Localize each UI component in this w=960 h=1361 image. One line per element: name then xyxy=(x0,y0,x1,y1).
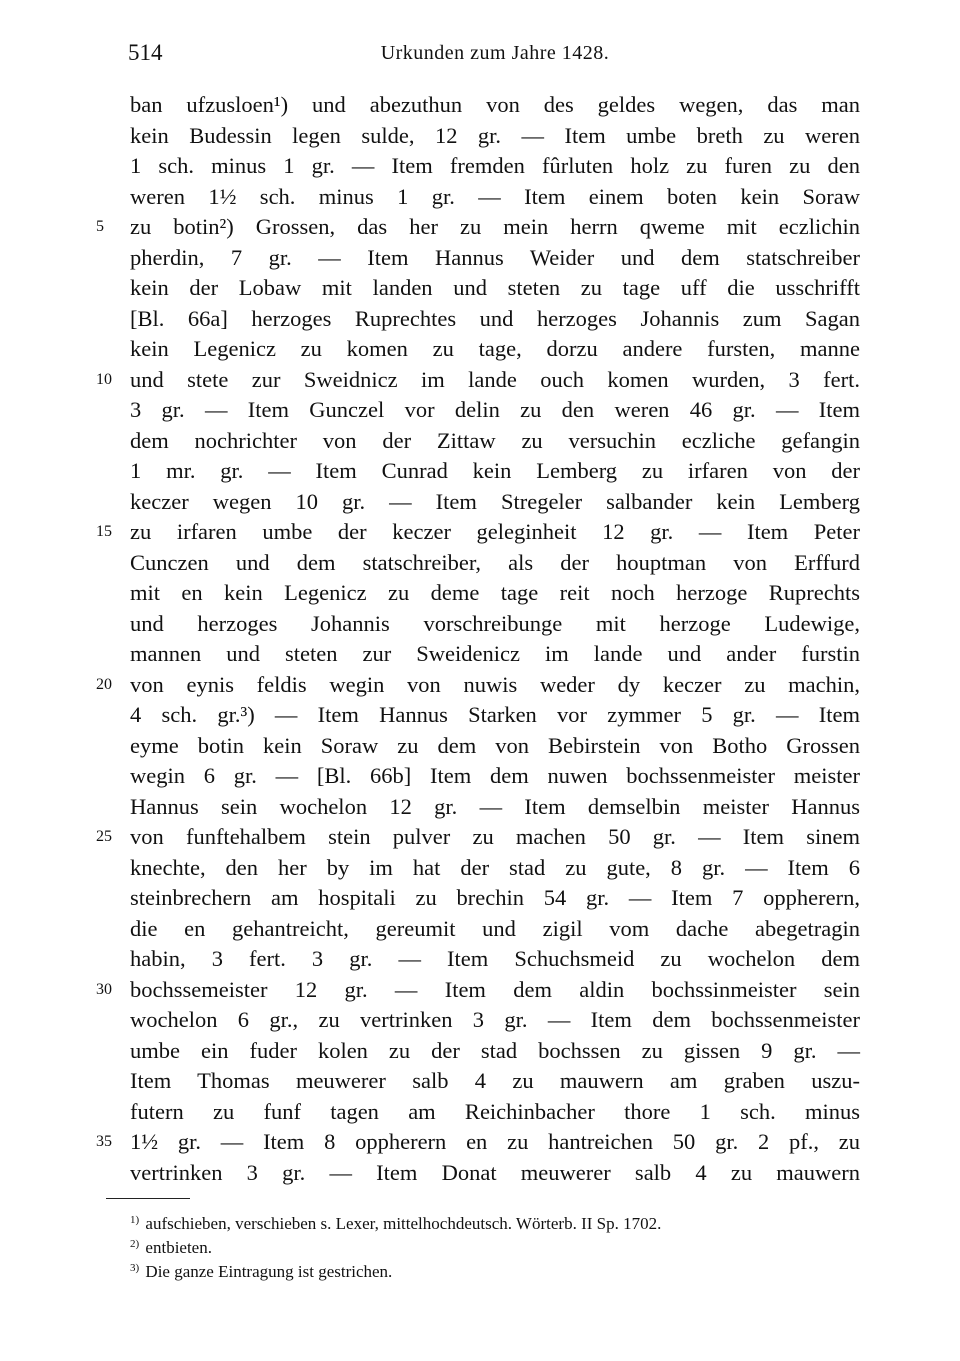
text-line xyxy=(130,914,860,945)
line-text: pherdin, 7 gr. — Item Hannus Weider und dem statschreiber xyxy=(130,244,860,270)
line-text: Hannus sein wochelon 12 gr. — Item demselbin meister Hannus xyxy=(130,793,860,819)
text-line xyxy=(96,517,860,548)
text-line xyxy=(130,1066,860,1097)
text-line xyxy=(130,304,860,335)
text-line xyxy=(130,456,860,487)
footnote xyxy=(130,1232,860,1256)
line-text: mannen und steten zur Sweidenicz im lande und ander furstin xyxy=(130,641,860,666)
line-text: wegin 6 gr. — [Bl. 66b] Item dem nuwen bochssenmeister meister xyxy=(130,763,860,788)
text-line xyxy=(130,548,860,579)
text-line xyxy=(130,883,860,914)
line-text: Item Thomas meuwerer salb 4 zu mauwern am graben uszu- xyxy=(130,1068,860,1093)
footnote-text: entbieten. xyxy=(145,1238,212,1257)
text-line xyxy=(130,853,860,884)
footnote xyxy=(130,1208,860,1232)
line-number: 10 xyxy=(96,370,112,388)
text-line xyxy=(96,670,860,701)
text-line xyxy=(96,365,860,396)
footnote-marker: 2) xyxy=(130,1238,140,1250)
footnote-marker: 1) xyxy=(130,1214,140,1226)
line-text: von funftehalbem stein pulver zu machen 50 gr. — Item sinem xyxy=(130,824,860,849)
page-number: 514 xyxy=(128,40,163,65)
line-text: bochssemeister 12 gr. — Item dem aldin bochssinmeister sein xyxy=(130,976,860,1002)
text-line xyxy=(130,1097,860,1128)
line-text: kein Legenicz zu komen zu tage, dorzu andere fursten, manne xyxy=(130,336,860,361)
footnote-text: aufschieben, verschieben s. Lexer, mittelhochdeutsch. Wörterb. II Sp. 1702. xyxy=(145,1214,662,1233)
footnote-text: Die ganze Eintragung ist gestrichen. xyxy=(145,1262,393,1281)
footnote-divider xyxy=(106,1198,190,1199)
line-text: steinbrechern am hospitali zu brechin 54 gr. — Item 7 oppherern, xyxy=(130,885,860,910)
line-number: 5 xyxy=(96,218,104,235)
text-line xyxy=(130,243,860,274)
line-text: 3 gr. — Item Gunczel vor delin zu den weren 46 gr. — Item xyxy=(130,397,860,422)
line-number: 15 xyxy=(96,523,112,540)
line-text: futern zu funf tagen am Reichinbacher thore 1 sch. minus xyxy=(130,1098,860,1124)
line-text: und herzoges Johannis vorschreibunge mit herzoge Ludewige, xyxy=(130,610,860,636)
line-text: 4 sch. gr.³) — Item Hannus Starken vor zymmer 5 gr. — Item xyxy=(130,702,860,727)
text-line xyxy=(130,1036,860,1067)
line-text: eyme botin kein Soraw zu dem von Bebirstein von Botho Grossen xyxy=(130,732,860,758)
line-text: mit en kein Legenicz zu deme tage reit noch herzoge Ruprechts xyxy=(130,580,860,605)
text-line xyxy=(130,1158,860,1189)
line-text: habin, 3 fert. 3 gr. — Item Schuchsmeid zu wochelon dem xyxy=(130,946,860,971)
line-text: umbe ein fuder kolen zu der stad bochssen zu gissen 9 gr. — xyxy=(130,1037,860,1063)
text-line xyxy=(130,273,860,304)
text-line xyxy=(96,975,860,1006)
text-line xyxy=(130,700,860,731)
text-line xyxy=(130,944,860,975)
text-line xyxy=(96,212,860,243)
line-text: wochelon 6 gr., zu vertrinken 3 gr. — Item dem bochssenmeister xyxy=(130,1007,860,1032)
text-line xyxy=(130,121,860,152)
running-title: Urkunden zum Jahre 1428. xyxy=(380,42,610,64)
line-text: [Bl. 66a] herzoges Ruprechtes und herzoges Johannis zum Sagan xyxy=(130,305,860,331)
line-text: dem nochrichter von der Zittaw zu versuchin eczliche gefangin xyxy=(130,427,860,453)
line-number: 20 xyxy=(96,675,112,693)
text-line xyxy=(130,1005,860,1036)
line-text: keczer wegen 10 gr. — Item Stregeler salbander kein Lemberg xyxy=(130,488,860,514)
line-text: zu irfaren umbe der keczer geleginheit 12 gr. — Item Peter xyxy=(130,519,860,544)
text-line xyxy=(130,151,860,182)
text-line xyxy=(96,822,860,853)
text-line xyxy=(130,731,860,762)
line-text: 1½ gr. — Item 8 oppherern en zu hantreichen 50 gr. 2 pf., zu xyxy=(130,1129,860,1154)
line-text: knechte, den her by im hat der stad zu gute, 8 gr. — Item 6 xyxy=(130,854,860,880)
text-line xyxy=(130,90,860,121)
line-text: weren 1½ sch. minus 1 gr. — Item einem boten kein Soraw xyxy=(130,183,860,209)
text-line xyxy=(130,609,860,640)
line-text: 1 mr. gr. — Item Cunrad kein Lemberg zu irfaren von der xyxy=(130,458,860,483)
text-line xyxy=(96,1127,860,1158)
text-line xyxy=(130,182,860,213)
line-text: kein der Lobaw mit landen und steten zu tage uff die usschrifft xyxy=(130,275,860,300)
text-line xyxy=(130,639,860,670)
line-text: kein Budessin legen sulde, 12 gr. — Item umbe breth zu weren xyxy=(130,122,860,148)
line-number: 25 xyxy=(96,828,112,845)
line-text: von eynis feldis wegin von nuwis weder dy keczer zu machin, xyxy=(130,671,860,697)
text-line xyxy=(130,487,860,518)
line-text: ban ufzusloen¹) und abezuthun von des geldes wegen, das man xyxy=(130,92,860,117)
line-text: vertrinken 3 gr. — Item Donat meuwerer salb 4 zu mauwern xyxy=(130,1159,860,1185)
line-text: 1 sch. minus 1 gr. — Item fremden fûrluten holz zu furen zu den xyxy=(130,153,860,178)
footnote xyxy=(130,1256,860,1280)
text-line xyxy=(130,792,860,823)
footnote-marker: 3) xyxy=(130,1262,140,1274)
line-number: 30 xyxy=(96,980,112,998)
line-text: und stete zur Sweidnicz im lande ouch komen wurden, 3 fert. xyxy=(130,366,860,392)
page-header xyxy=(130,40,860,74)
line-text: die en gehantreicht, gereumit und zigil vom dache abegetragin xyxy=(130,915,860,941)
text-line xyxy=(130,761,860,792)
line-text: Cunczen und dem statschreiber, als der houptman von Erffurd xyxy=(130,549,860,575)
text-line xyxy=(130,426,860,457)
main-text xyxy=(96,90,860,1188)
text-line xyxy=(130,578,860,609)
text-line xyxy=(130,395,860,426)
footnotes xyxy=(130,1208,860,1280)
line-number: 35 xyxy=(96,1133,112,1150)
line-text: zu botin²) Grossen, das her zu mein herrn qweme mit eczlichin xyxy=(130,214,860,239)
text-line xyxy=(130,334,860,365)
